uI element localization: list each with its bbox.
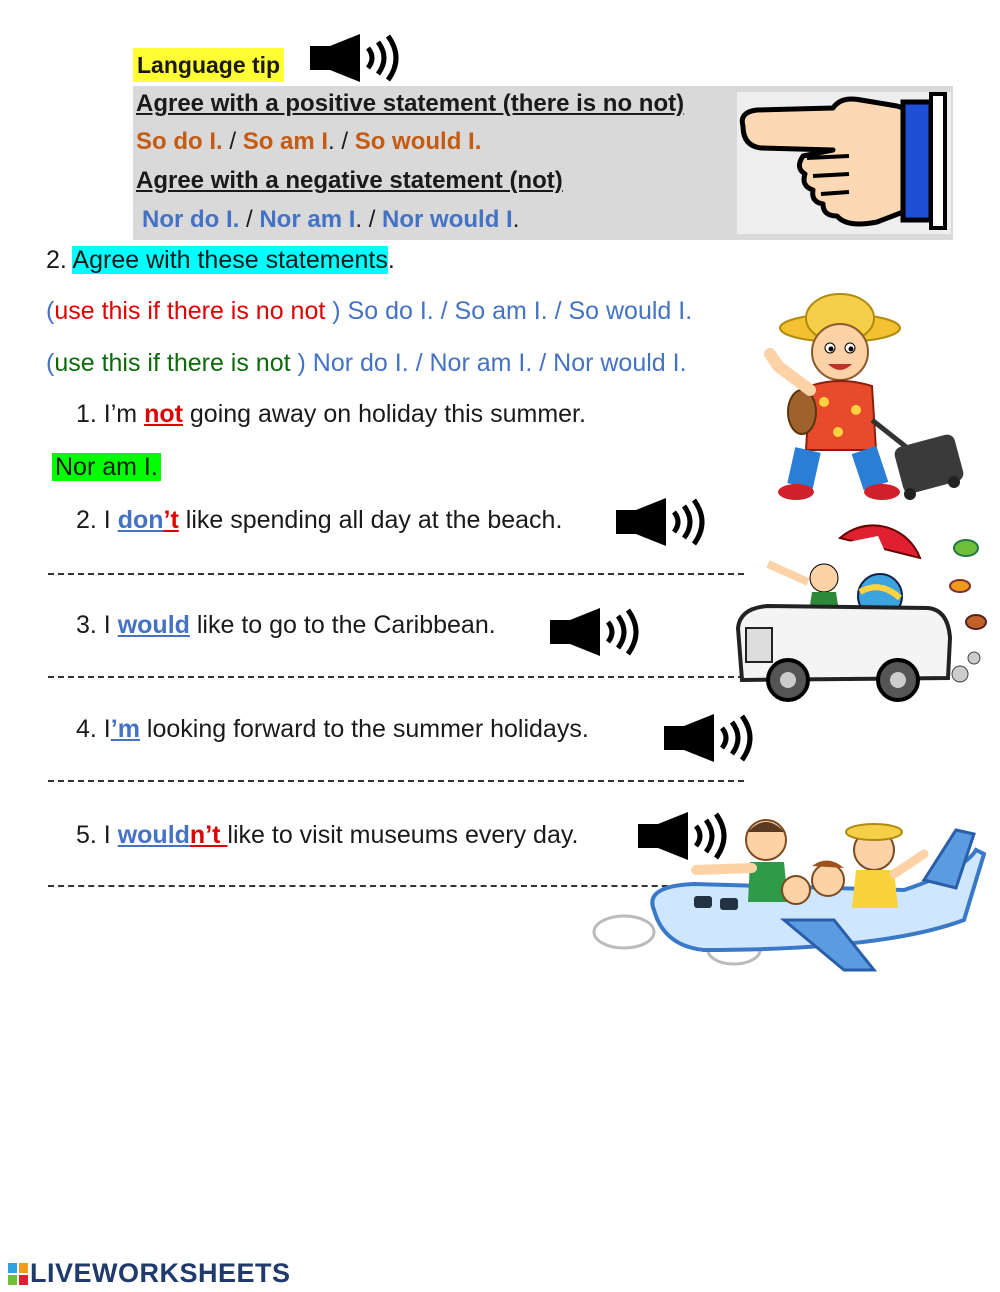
phrase-nor-do-i: Nor do I.: [142, 206, 240, 233]
item-number: 4.: [76, 715, 97, 743]
keyword: ’t: [163, 506, 179, 534]
item-number: 5.: [76, 821, 97, 849]
keyword: n’t: [189, 821, 228, 849]
tourist-boy-illustration: [760, 290, 990, 510]
logo-text: LIVEWORKSHEETS: [30, 1258, 291, 1288]
speaker-icon[interactable]: [308, 32, 404, 84]
phrase-so-do-i: So do I.: [136, 128, 223, 155]
positive-phrases: [136, 126, 481, 158]
beach-car-illustration: [728, 508, 998, 704]
keyword: ’m: [110, 715, 140, 743]
item-text: I: [96, 715, 111, 743]
answer-line[interactable]: [48, 676, 744, 678]
item-text: like to visit museums every day.: [227, 821, 579, 849]
speaker-icon[interactable]: [548, 606, 644, 658]
item-1: [76, 397, 586, 431]
phrase-nor-am-i: Nor am I: [259, 206, 356, 233]
separator: . /: [328, 128, 355, 155]
exercise-number: 2.: [46, 246, 73, 274]
rule-negative-text: use this if there is not: [54, 349, 298, 377]
phrase-nor-would-i: Nor would I: [382, 206, 513, 233]
rule-positive-answers: So do I. / So am I. / So would I.: [340, 297, 693, 325]
item-4: [76, 712, 589, 746]
keyword: not: [144, 400, 183, 428]
liveworksheets-logo[interactable]: [8, 1258, 291, 1289]
item-5: [76, 818, 578, 852]
answer-line[interactable]: [48, 780, 744, 782]
negative-heading: Agree with a negative statement (not): [136, 167, 563, 194]
period: .: [512, 206, 520, 233]
item-text: I: [96, 821, 118, 849]
item-text: I: [96, 506, 118, 534]
paren: ): [297, 349, 306, 377]
item-text: going away on holiday this summer.: [182, 400, 586, 428]
language-tip-label: Language tip: [133, 48, 284, 82]
separator: /: [239, 206, 260, 233]
paren: ): [332, 297, 341, 325]
family-plane-illustration: [584, 810, 998, 976]
paren: (: [46, 297, 55, 325]
answer-line[interactable]: [48, 573, 744, 575]
pointing-hand-icon: [737, 92, 951, 234]
instruction-text: Agree with these statements: [72, 246, 388, 274]
logo-icon: [8, 1261, 28, 1283]
keyword: would: [117, 611, 190, 639]
rule-positive: [46, 294, 692, 328]
item-1-answer: [52, 450, 161, 484]
negative-phrases: [142, 204, 519, 236]
item-number: 3.: [76, 611, 97, 639]
keyword: don: [117, 506, 164, 534]
item-number: 2.: [76, 506, 97, 534]
item-3: [76, 608, 496, 642]
item-text: I’m: [96, 400, 145, 428]
item-number: 1.: [76, 400, 97, 428]
item-2: [76, 503, 562, 537]
item-text: like spending all day at the beach.: [178, 506, 563, 534]
speaker-icon[interactable]: [614, 496, 710, 548]
item-text: looking forward to the summer holidays.: [139, 715, 589, 743]
separator: /: [222, 128, 243, 155]
separator: . /: [355, 206, 383, 233]
rule-positive-text: use this if there is no not: [54, 297, 333, 325]
exercise-instruction: [46, 243, 395, 277]
example-answer: Nor am I.: [52, 453, 161, 481]
positive-heading: Agree with a positive statement (there is no not): [136, 90, 685, 117]
period: .: [387, 246, 395, 274]
phrase-so-would-i: So would I.: [354, 128, 482, 155]
language-tip-box: [133, 86, 953, 240]
rule-negative-answers: Nor do I. / Nor am I. / Nor would I.: [305, 349, 687, 377]
speaker-icon[interactable]: [662, 712, 758, 764]
item-text: like to go to the Caribbean.: [189, 611, 496, 639]
paren: (: [46, 349, 55, 377]
phrase-so-am-i: So am I: [242, 128, 329, 155]
keyword: would: [117, 821, 190, 849]
rule-negative: [46, 346, 687, 380]
item-text: I: [96, 611, 118, 639]
